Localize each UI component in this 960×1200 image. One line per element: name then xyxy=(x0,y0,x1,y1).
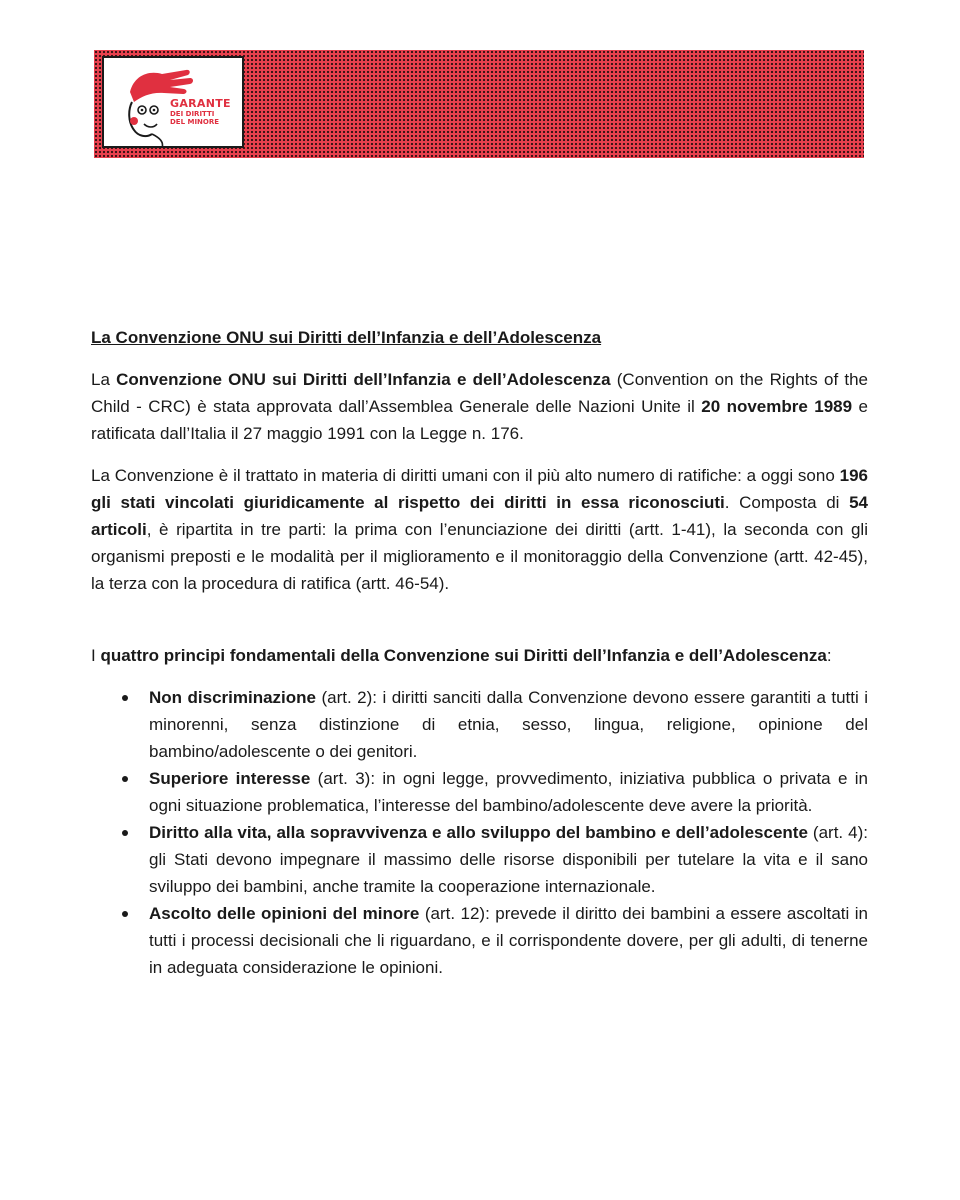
bullet-icon xyxy=(122,695,128,701)
document-body xyxy=(91,324,868,981)
bold-run: quattro principi fondamentali della Convenzione sui Diritti dell’Infanzia e dell’Adolescenza xyxy=(100,646,827,665)
principles-list xyxy=(91,684,868,981)
text-run: (art. 12): prevede il diritto dei bambini a essere ascoltati in tutti i processi decisionali che li riguardano, e il corrispondente dovere, per gli adulti, di tenerne in adeguata considerazione le opinioni. xyxy=(149,904,868,977)
bold-run: Diritto alla vita, alla sopravvivenza e allo sviluppo del bambino e dell’adolescente xyxy=(149,823,808,842)
logo-wordmark xyxy=(170,98,231,126)
logo-line-garante: GARANTE xyxy=(170,97,231,110)
bold-run: 54 articoli xyxy=(91,493,868,539)
bold-run: Non discriminazione xyxy=(149,688,316,707)
header-banner xyxy=(94,50,864,158)
bold-run: 196 gli stati vincolati giuridicamente al rispetto dei diritti in essa riconosciuti xyxy=(91,466,868,512)
bold-run: Convenzione ONU sui Diritti dell’Infanzia e dell’Adolescenza xyxy=(116,370,611,389)
bold-run: 20 novembre 1989 xyxy=(701,397,853,416)
page-title: La Convenzione ONU sui Diritti dell’Infanzia e dell’Adolescenza xyxy=(91,328,602,347)
list-item xyxy=(91,900,868,981)
intro-paragraph xyxy=(91,366,868,447)
text-run: I xyxy=(91,646,101,665)
list-item xyxy=(91,684,868,765)
logo-line-diritti: DEI DIRITTI xyxy=(170,110,215,118)
garante-logo xyxy=(102,56,244,148)
logo-line-minore: DEL MINORE xyxy=(170,118,220,126)
text-run: (art. 3): in ogni legge, provvedimento, iniziativa pubblica o privata e in ogni situazione problematica, l’interesse del bambino/adolescente deve avere la priorità. xyxy=(149,769,868,815)
text-run: (art. 4): gli Stati devono impegnare il massimo delle risorse disponibili per tutelare la vita e il sano sviluppo dei bambini, anche tramite la cooperazione internazionale. xyxy=(149,823,869,896)
text-run: La Convenzione è il trattato in materia di diritti umani con il più alto numero di ratifiche: a oggi sono xyxy=(91,466,840,485)
principles-intro xyxy=(91,642,868,669)
spacer xyxy=(91,612,868,642)
text-run: (Convention on the Rights of the Child - CRC) è stata approvata dall’Assemblea Generale delle Nazioni Unite il xyxy=(91,370,869,416)
text-run: . Composta di xyxy=(724,493,850,512)
bold-run: Ascolto delle opinioni del minore xyxy=(149,904,420,923)
text-run: (art. 2): i diritti sanciti dalla Convenzione devono essere garantiti a tutti i minorenni, senza distinzione di etnia, sesso, lingua, religione, opinione del bambino/adolescente o dei genitori. xyxy=(149,688,869,761)
list-item xyxy=(91,765,868,819)
text-run: , è ripartita in tre parti: la prima con l’enunciazione dei diritti (artt. 1-41), la seconda con gli organismi preposti e le modalità per il miglioramento e il monitoraggio della Convenzione (artt. 42-45), la terza con la procedura di ratifica (artt. 46-54). xyxy=(91,520,868,593)
bullet-icon xyxy=(122,776,128,782)
bullet-icon xyxy=(122,830,128,836)
structure-paragraph xyxy=(91,462,868,597)
text-run: e ratificata dall’Italia il 27 maggio 1991 con la Legge n. 176. xyxy=(91,397,868,443)
text-run: La xyxy=(91,370,117,389)
bullet-icon xyxy=(122,911,128,917)
bold-run: Superiore interesse xyxy=(149,769,311,788)
text-run: : xyxy=(826,646,832,665)
list-item xyxy=(91,819,868,900)
